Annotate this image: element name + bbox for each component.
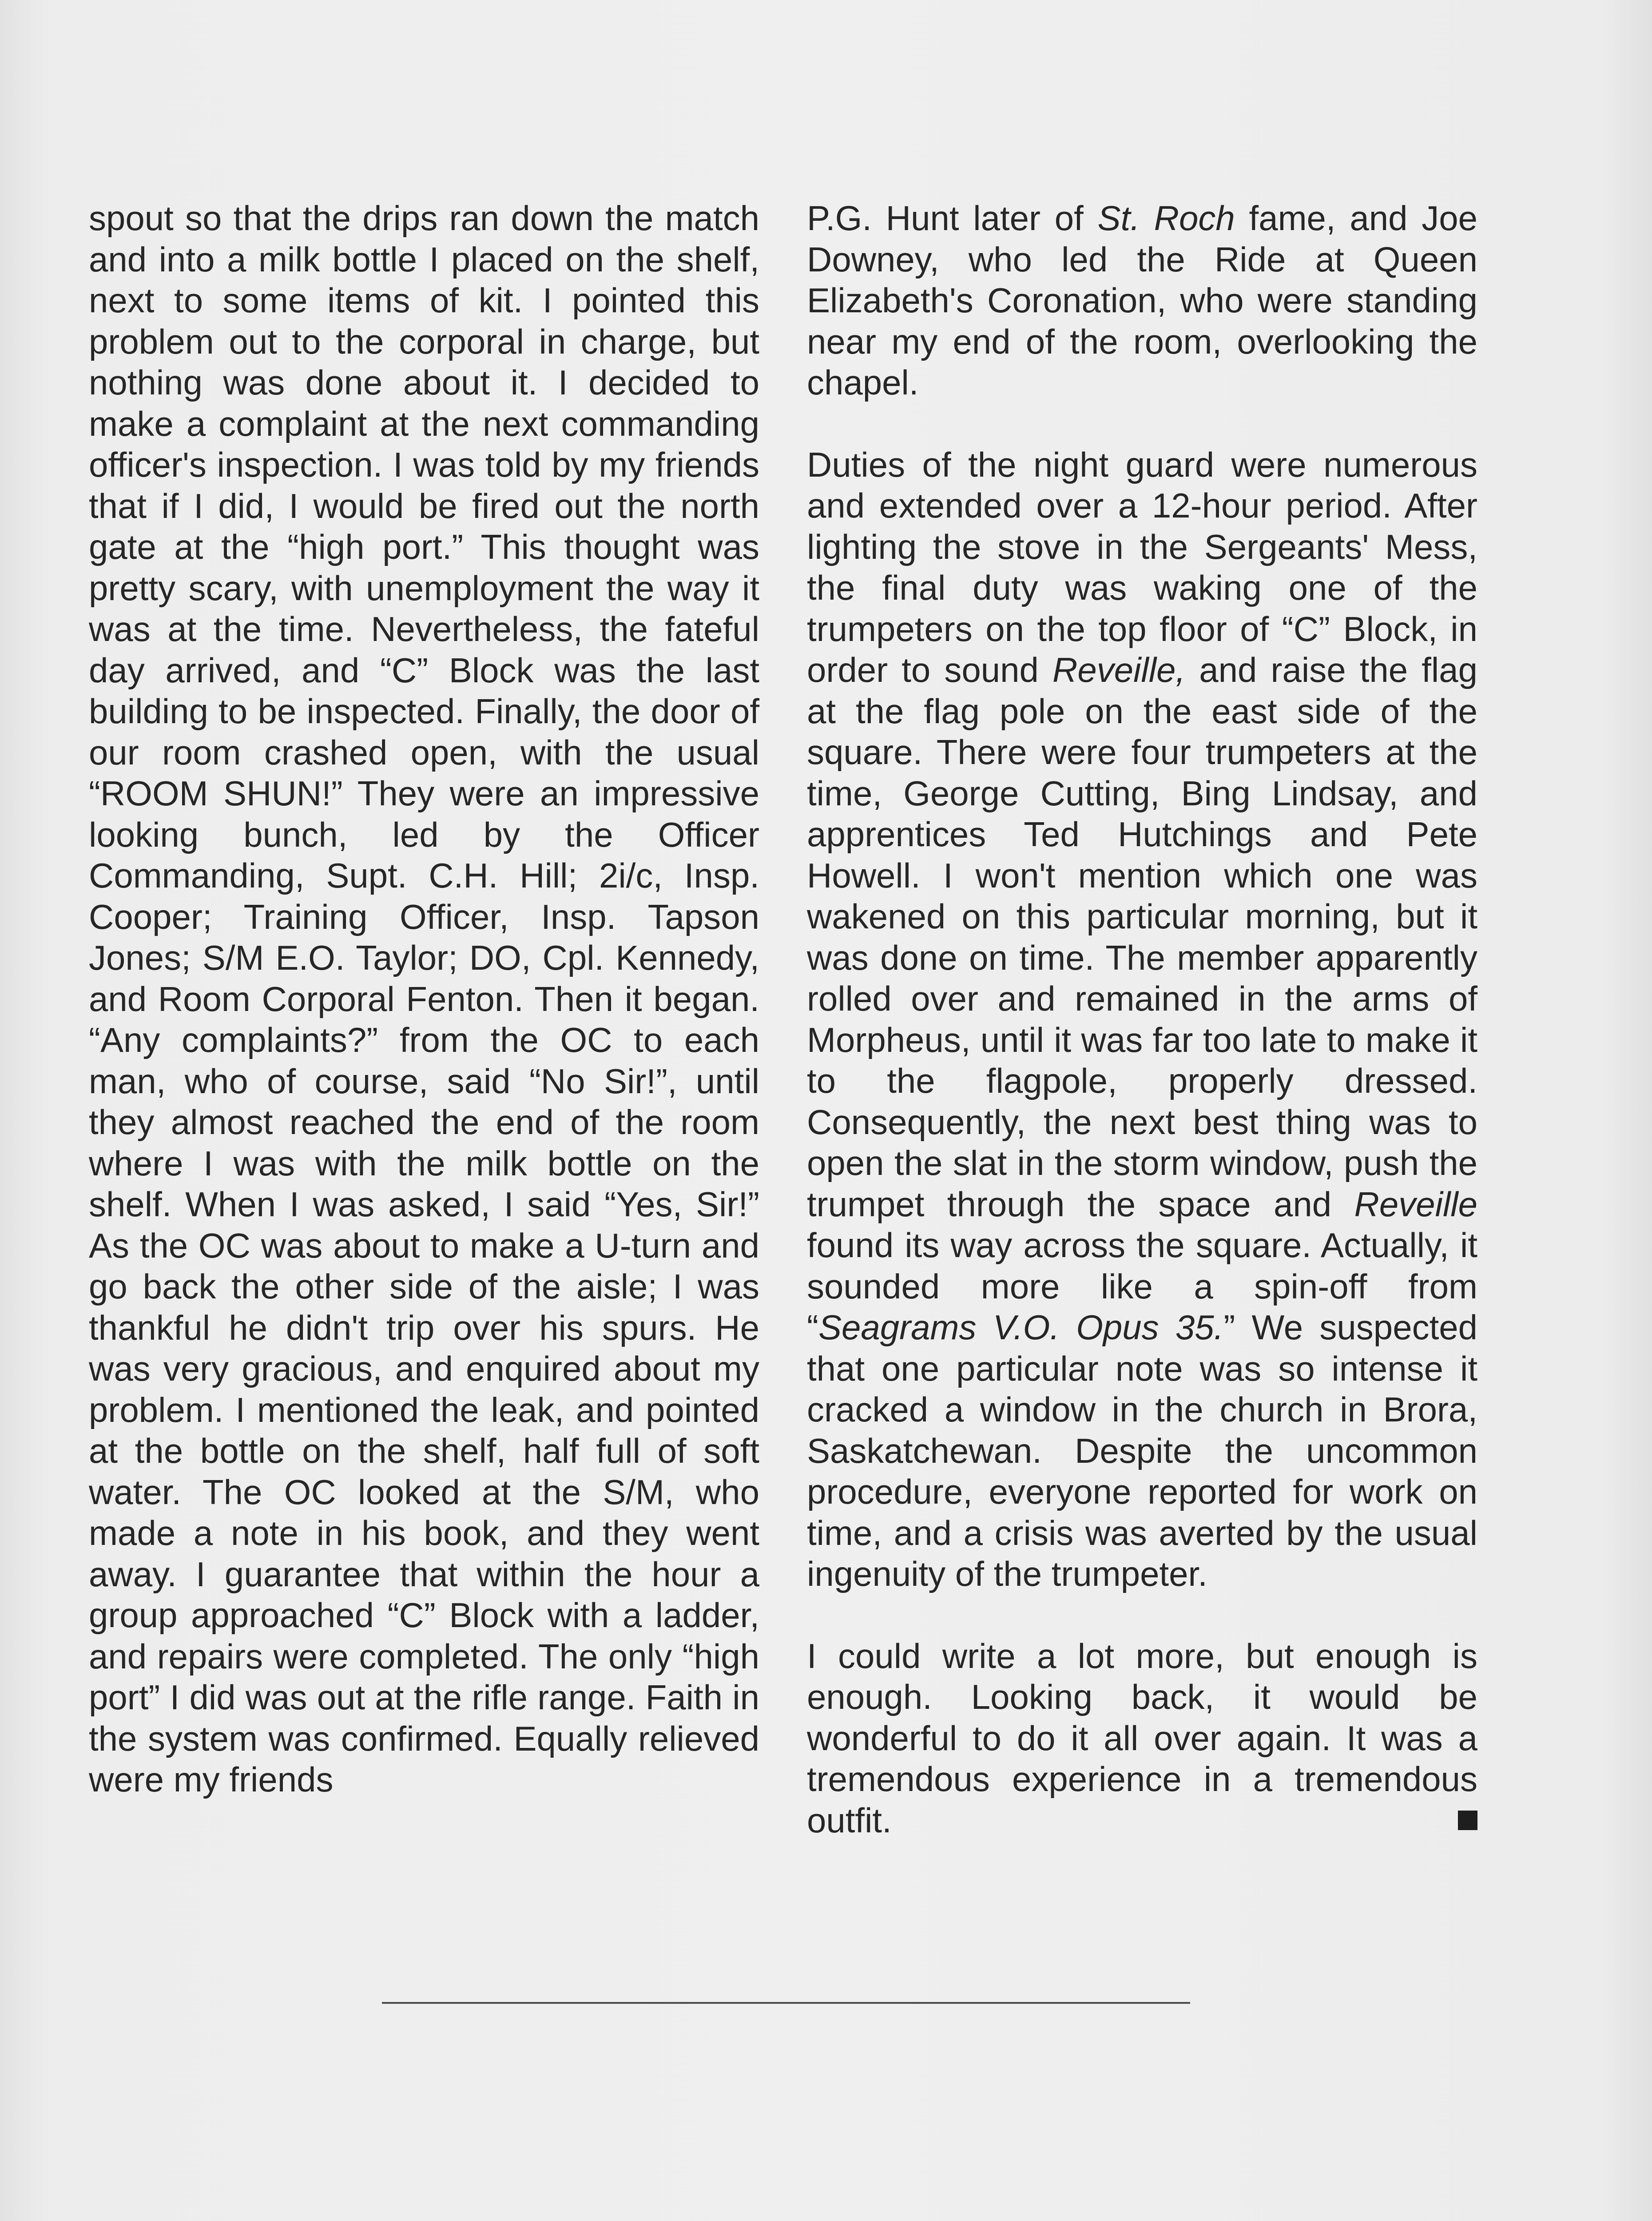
text-run: fame, and Joe Downey, who led the Ride at Queen Elizabeth's Coronation, who were standing near my end of the room, overlooking the chapel.	[807, 199, 1477, 402]
end-of-article-icon	[1458, 1811, 1477, 1830]
text-run: found its way across the square. Actually, it sounded more like a spin-off from “	[807, 1226, 1477, 1347]
text-run: Duties of the night guard were numerous and extended over a 12-hour period. After lighting the stove in the Sergeants' Mess, the final duty was waking one of the trumpeters on the top floor of “C” Block, in order to sound	[807, 445, 1477, 689]
text-run: P.G. Hunt later of	[807, 199, 1098, 238]
text-run: and raise the flag at the flag pole on the east side of the square. There were four trumpeters at the time, George Cutting, Bing Lindsay, and apprentices Ted Hutchings and Pete Howell. I won't mention which one was wakened on this particular morning, but it was done on time. The member apparently rolled over and remained in the arms of Morpheus, until it was far too late to make it to the flagpole, properly dressed. Consequently, the next best thing was to open the slat in the storm window, push the trumpet through the space and	[807, 650, 1478, 1224]
right-paragraph-2	[807, 444, 1477, 1595]
ship-name-italic: St. Roch	[1097, 199, 1235, 238]
left-paragraph: spout so that the drips ran down the match and into a milk bottle I placed on the shelf, next to some items of kit. I pointed this problem out to the corporal in charge, but nothing was done about it. I decided to make a complaint at the next commanding officer's inspection. I was told by my friends that if I did, I would be fired out the north gate at the “high port.” This thought was pretty scary, with unemployment the way it was at the time. Nevertheless, the fateful day arrived, and “C” Block was the last building to be inspected. Finally, the door of our room crashed open, with the usual “ROOM SHUN!” They were an impressive looking bunch, led by the Officer Commanding, Supt. C.H. Hill; 2i/c, Insp. Cooper; Training Officer, Insp. Tapson Jones; S/M E.O. Taylor; DO, Cpl. Kennedy, and Room Corporal Fenton. Then it began. “Any complaints?” from the OC to each man, who of course, said “No Sir!”, until they almost reached the end of the room where I was with the milk bottle on the shelf. When I was asked, I said “Yes, Sir!” As the OC was about to make a U-turn and go back the other side of the aisle; I was thankful he didn't trip over his spurs. He was very gracious, and enquired about my problem. I mentioned the leak, and pointed at the bottle on the shelf, half full of soft water. The OC looked at the S/M, who made a note in his book, and they went away. I guarantee that within the hour a group approached “C” Block with a ladder, and repairs were completed. The only “high port” I did was out at the rifle range. Faith in the system was confirmed. Equally relieved were my friends	[89, 199, 759, 1799]
text-run: I could write a lot more, but enough is enough. Looking back, it would be wonderful to do it all over again. It was a tremendous experience in a tremendous outfit.	[807, 1636, 1477, 1840]
section-divider	[382, 2002, 1190, 2004]
right-column	[807, 198, 1477, 1841]
text-run: ” We suspected that one particular note was so intense it cracked a window in the church in Brora, Saskatchewan. Despite the uncommon procedure, everyone reported for work on time, and a crisis was averted by the usual ingenuity of the trumpeter.	[807, 1308, 1477, 1593]
right-paragraph-3	[807, 1636, 1477, 1841]
seagrams-italic: Seagrams V.O. Opus 35.	[818, 1308, 1224, 1347]
reveille-italic: Reveille	[1354, 1184, 1477, 1224]
reveille-italic: Reveille,	[1052, 650, 1186, 689]
left-column	[89, 198, 759, 1800]
right-paragraph-1	[807, 198, 1477, 403]
